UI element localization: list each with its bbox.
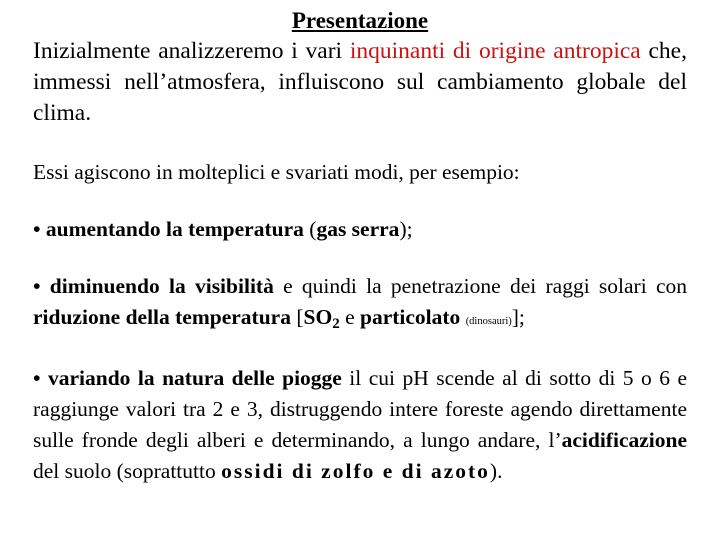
so2-symbol: SO bbox=[303, 305, 333, 329]
bullet-rain-acidification: acidificazione bbox=[561, 428, 687, 452]
so2-subscript: 2 bbox=[332, 316, 340, 332]
so2-formula bbox=[303, 305, 340, 332]
bullet-visibility-bold: • diminuendo la visibilità bbox=[33, 274, 274, 298]
bullet-visibility-and: e bbox=[339, 305, 360, 329]
bullet-temperature-paren-open: ( bbox=[303, 217, 317, 241]
bullet-visibility bbox=[33, 271, 687, 337]
intro-highlight: inquinanti di origine antropica bbox=[349, 38, 641, 64]
bullet-rain-bold: • variando la natura delle piogge bbox=[33, 366, 342, 390]
lead-paragraph: Essi agiscono in molteplici e svariati modi, per esempio: bbox=[33, 160, 520, 184]
bullet-temperature bbox=[33, 214, 687, 245]
bullet-visibility-bracket: [ bbox=[290, 305, 304, 329]
intro-paragraph bbox=[33, 36, 687, 129]
slide-title: Presentazione bbox=[291, 8, 429, 33]
slide-content bbox=[33, 6, 687, 487]
intro-text-start: Inizialmente analizzeremo i vari bbox=[33, 38, 350, 64]
bullet-temperature-bold: • aumentando la temperatura bbox=[33, 217, 304, 241]
bullet-rain-end: ). bbox=[489, 459, 503, 483]
bullet-rain-oxides: ossidi di zolfo e di azoto bbox=[221, 459, 490, 483]
bullet-rain-soil: del suolo (soprattutto bbox=[33, 459, 222, 483]
bullet-temperature-end: ); bbox=[399, 217, 413, 241]
bullet-rain bbox=[33, 363, 687, 487]
intro-text-end: che, immessi nell’atmosfera, influiscono sul cambiamento globale del clima. bbox=[33, 38, 687, 126]
bullet-visibility-end: ]; bbox=[511, 305, 525, 329]
bullet-visibility-reduction: riduzione della temperatura bbox=[33, 305, 291, 329]
bullet-visibility-text: e quindi la penetrazione dei raggi solari con bbox=[273, 274, 687, 298]
bullet-temperature-gas: gas serra bbox=[316, 217, 400, 241]
dinosauri-note: (dinosauri) bbox=[465, 316, 512, 327]
bullet-rain-text: il cui pH scende al di sotto di 5 o 6 e raggiunge valori tra 2 e 3, distruggendo intere foreste agendo direttamente sulle fronde degli alberi e determinando, a lungo andare, l’ bbox=[33, 366, 687, 452]
bullet-visibility-particulate: particolato bbox=[360, 305, 461, 329]
